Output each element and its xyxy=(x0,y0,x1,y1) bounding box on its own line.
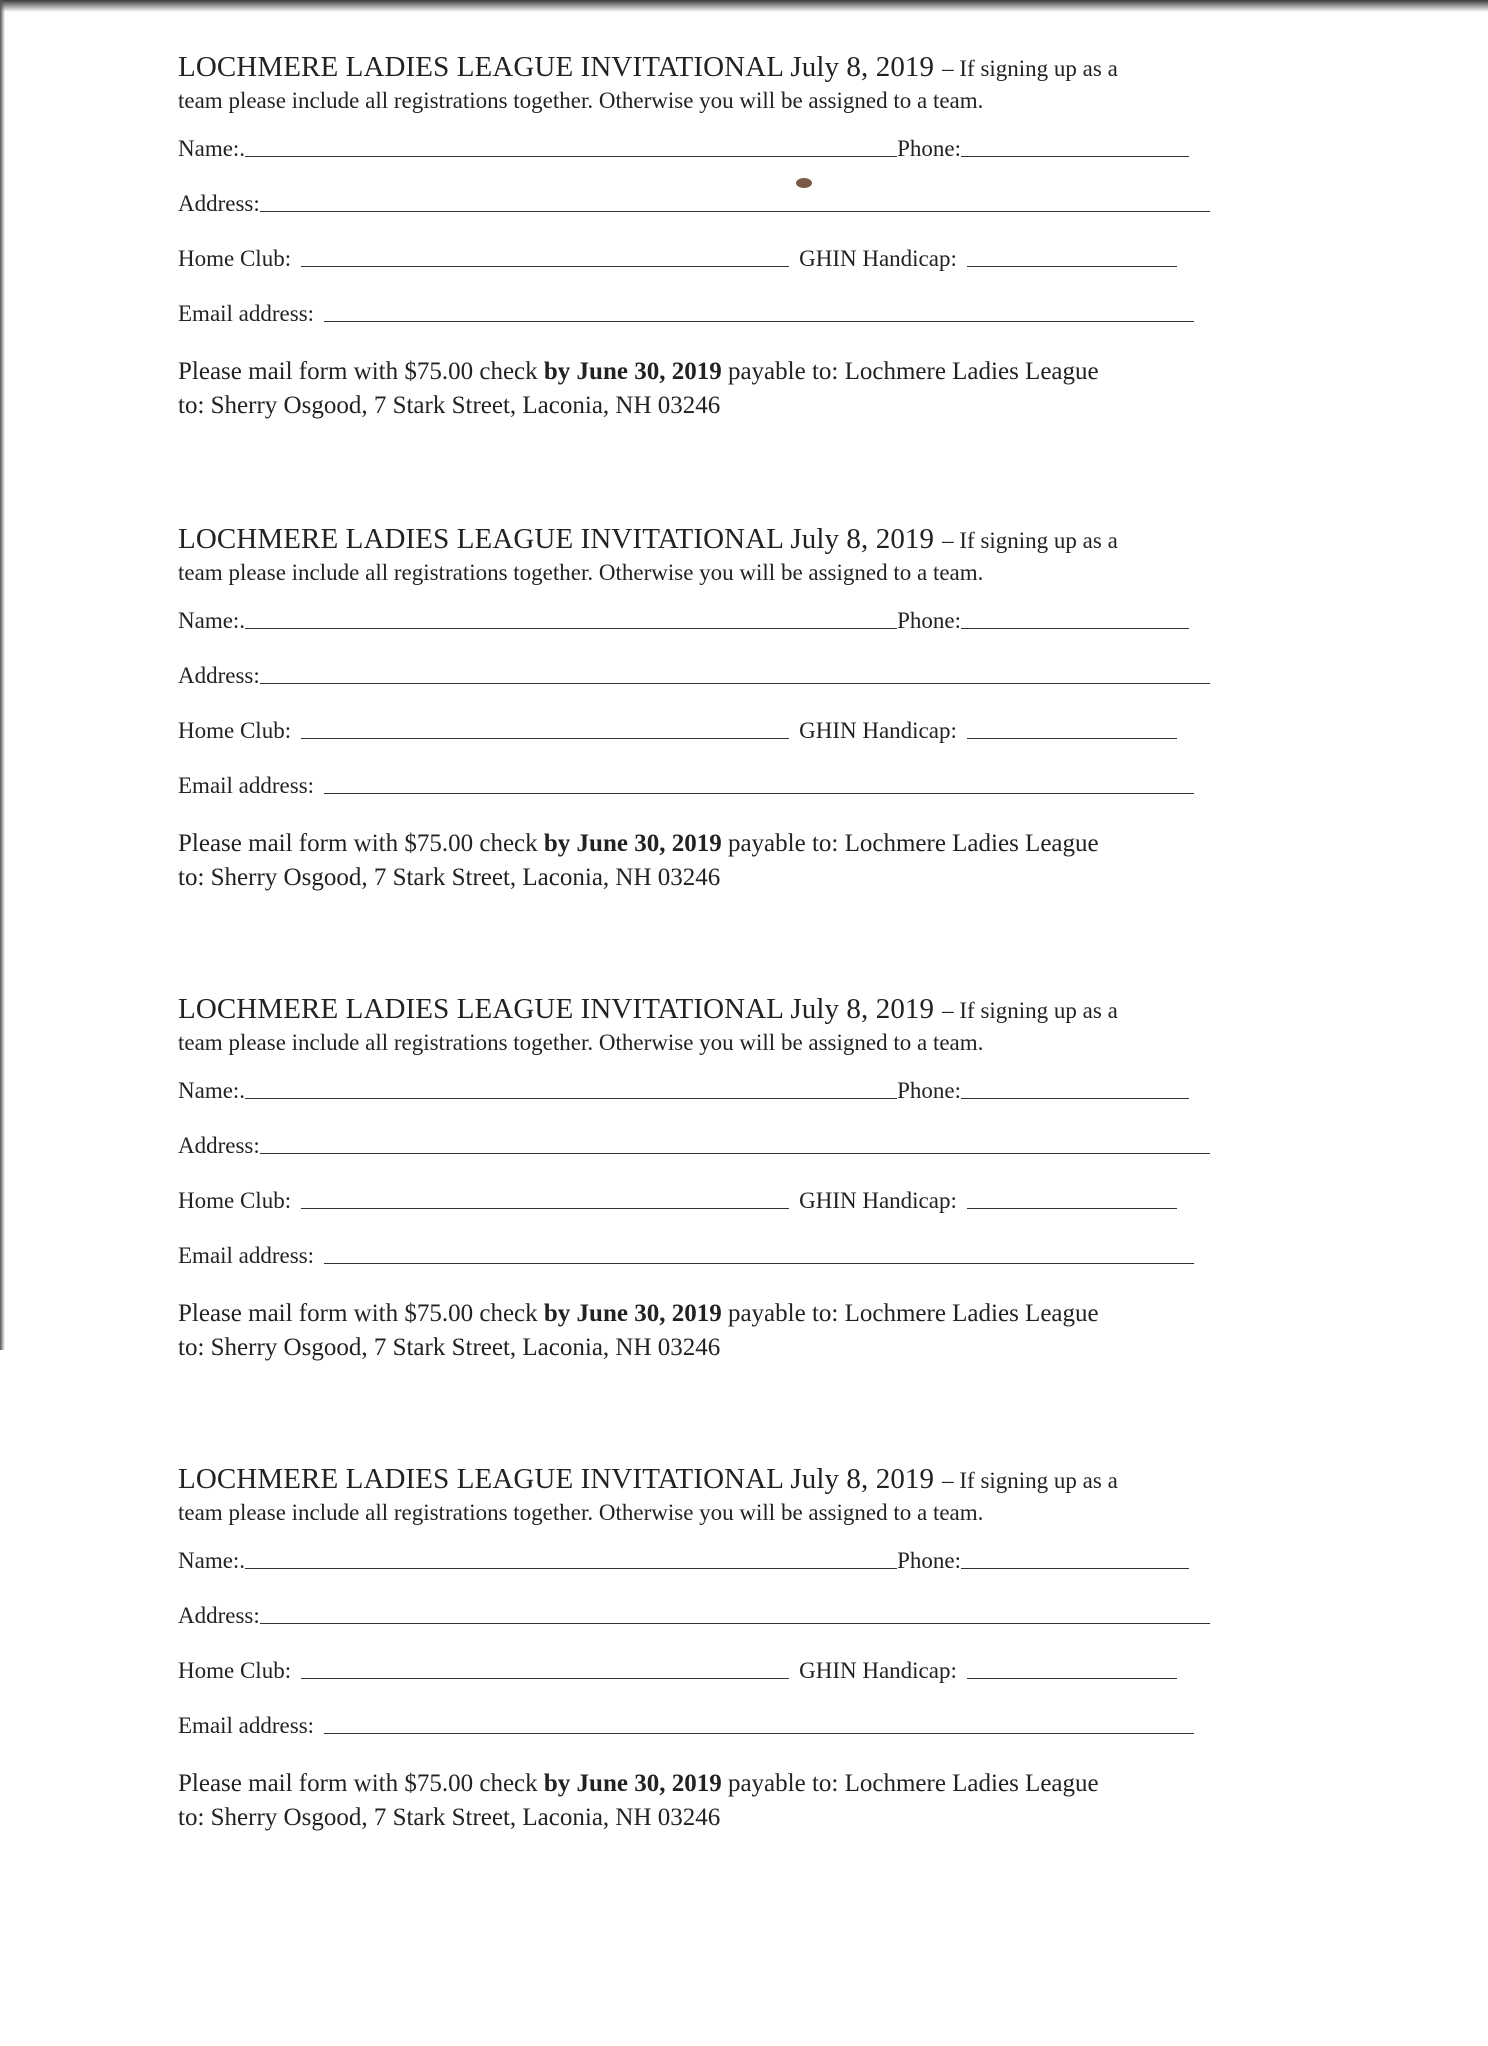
address-label: Address: xyxy=(178,191,260,216)
form-heading xyxy=(178,1462,1298,1501)
mail-prefix: Please mail form with $75.00 check xyxy=(178,830,538,857)
name-phone-row xyxy=(178,1542,1228,1574)
phone-label: Phone: xyxy=(897,136,961,161)
email-field[interactable] xyxy=(324,321,1194,322)
ghin-handicap-field[interactable] xyxy=(967,1678,1177,1679)
mail-deadline: by June 30, 2019 xyxy=(543,1300,722,1327)
address-label: Address: xyxy=(178,663,260,688)
mail-payable: payable to: Lochmere Ladies League xyxy=(727,830,1099,857)
mail-instructions xyxy=(178,1767,1298,1835)
address-row xyxy=(178,657,1228,689)
form-title: LOCHMERE LADIES LEAGUE INVITATIONAL July 8, 2019 xyxy=(178,51,935,83)
name-label: Name:. xyxy=(178,136,246,161)
name-field[interactable] xyxy=(245,1568,897,1569)
email-label: Email address: xyxy=(178,301,315,326)
registration-form-2 xyxy=(178,522,1298,895)
form-title: LOCHMERE LADIES LEAGUE INVITATIONAL July 8, 2019 xyxy=(178,1463,935,1495)
registration-form-1 xyxy=(178,50,1298,423)
email-row xyxy=(178,767,1228,799)
phone-label: Phone: xyxy=(897,1548,961,1573)
club-ghin-row xyxy=(178,712,1228,744)
name-field[interactable] xyxy=(245,156,897,157)
email-field[interactable] xyxy=(324,793,1194,794)
ghin-handicap-label: GHIN Handicap: xyxy=(799,1658,957,1683)
home-club-field[interactable] xyxy=(301,1208,789,1209)
ghin-handicap-label: GHIN Handicap: xyxy=(799,246,957,271)
address-label: Address: xyxy=(178,1603,260,1628)
form-heading xyxy=(178,522,1298,561)
ghin-handicap-label: GHIN Handicap: xyxy=(799,1188,957,1213)
phone-field[interactable] xyxy=(961,628,1189,629)
home-club-field[interactable] xyxy=(301,266,789,267)
mail-payable: payable to: Lochmere Ladies League xyxy=(727,1300,1099,1327)
email-label: Email address: xyxy=(178,1713,315,1738)
form-heading xyxy=(178,50,1298,89)
name-label: Name:. xyxy=(178,1078,246,1103)
form-title-note: – If signing up as a xyxy=(942,528,1118,553)
mail-deadline: by June 30, 2019 xyxy=(543,358,722,385)
ghin-handicap-field[interactable] xyxy=(967,266,1177,267)
home-club-field[interactable] xyxy=(301,1678,789,1679)
form-subtitle: team please include all registrations together. Otherwise you will be assigned to a team. xyxy=(178,560,984,585)
form-heading xyxy=(178,992,1298,1031)
registration-form-3 xyxy=(178,992,1298,1365)
address-row xyxy=(178,1597,1228,1629)
email-field[interactable] xyxy=(324,1733,1194,1734)
address-row xyxy=(178,185,1228,217)
form-title-note: – If signing up as a xyxy=(942,998,1118,1023)
home-club-field[interactable] xyxy=(301,738,789,739)
scan-edge-left xyxy=(0,0,5,1350)
form-title: LOCHMERE LADIES LEAGUE INVITATIONAL July 8, 2019 xyxy=(178,993,935,1025)
home-club-label: Home Club: xyxy=(178,1188,292,1213)
mail-address: to: Sherry Osgood, 7 Stark Street, Laconia, NH 03246 xyxy=(178,392,721,419)
club-ghin-row xyxy=(178,1652,1228,1684)
mail-instructions xyxy=(178,827,1298,895)
form-title-note: – If signing up as a xyxy=(942,56,1118,81)
email-label: Email address: xyxy=(178,773,315,798)
email-label: Email address: xyxy=(178,1243,315,1268)
mail-address: to: Sherry Osgood, 7 Stark Street, Laconia, NH 03246 xyxy=(178,864,721,891)
name-phone-row xyxy=(178,130,1228,162)
address-field[interactable] xyxy=(260,1153,1210,1154)
phone-label: Phone: xyxy=(897,608,961,633)
name-label: Name:. xyxy=(178,1548,246,1573)
phone-field[interactable] xyxy=(961,1568,1189,1569)
mail-payable: payable to: Lochmere Ladies League xyxy=(727,358,1099,385)
mail-prefix: Please mail form with $75.00 check xyxy=(178,358,538,385)
scan-edge-top xyxy=(0,0,1488,12)
address-field[interactable] xyxy=(260,1623,1210,1624)
mail-address: to: Sherry Osgood, 7 Stark Street, Laconia, NH 03246 xyxy=(178,1804,721,1831)
form-title: LOCHMERE LADIES LEAGUE INVITATIONAL July 8, 2019 xyxy=(178,523,935,555)
club-ghin-row xyxy=(178,240,1228,272)
form-title-note: – If signing up as a xyxy=(942,1468,1118,1493)
email-row xyxy=(178,1707,1228,1739)
mail-prefix: Please mail form with $75.00 check xyxy=(178,1770,538,1797)
ghin-handicap-label: GHIN Handicap: xyxy=(799,718,957,743)
phone-field[interactable] xyxy=(961,156,1189,157)
form-subtitle: team please include all registrations together. Otherwise you will be assigned to a team. xyxy=(178,1030,984,1055)
phone-field[interactable] xyxy=(961,1098,1189,1099)
form-subtitle: team please include all registrations together. Otherwise you will be assigned to a team. xyxy=(178,88,984,113)
email-row xyxy=(178,1237,1228,1269)
mail-instructions xyxy=(178,355,1298,423)
name-field[interactable] xyxy=(245,628,897,629)
mail-deadline: by June 30, 2019 xyxy=(543,830,722,857)
phone-label: Phone: xyxy=(897,1078,961,1103)
name-phone-row xyxy=(178,1072,1228,1104)
address-row xyxy=(178,1127,1228,1159)
home-club-label: Home Club: xyxy=(178,1658,292,1683)
address-field[interactable] xyxy=(260,211,1210,212)
mail-prefix: Please mail form with $75.00 check xyxy=(178,1300,538,1327)
name-phone-row xyxy=(178,602,1228,634)
home-club-label: Home Club: xyxy=(178,246,292,271)
form-subtitle: team please include all registrations together. Otherwise you will be assigned to a team. xyxy=(178,1500,984,1525)
mail-deadline: by June 30, 2019 xyxy=(543,1770,722,1797)
name-field[interactable] xyxy=(245,1098,897,1099)
mail-instructions xyxy=(178,1297,1298,1365)
name-label: Name:. xyxy=(178,608,246,633)
mail-address: to: Sherry Osgood, 7 Stark Street, Laconia, NH 03246 xyxy=(178,1334,721,1361)
ghin-handicap-field[interactable] xyxy=(967,1208,1177,1209)
club-ghin-row xyxy=(178,1182,1228,1214)
mail-payable: payable to: Lochmere Ladies League xyxy=(727,1770,1099,1797)
address-label: Address: xyxy=(178,1133,260,1158)
email-row xyxy=(178,295,1228,327)
ghin-handicap-field[interactable] xyxy=(967,738,1177,739)
email-field[interactable] xyxy=(324,1263,1194,1264)
address-field[interactable] xyxy=(260,683,1210,684)
registration-form-4 xyxy=(178,1462,1298,1835)
home-club-label: Home Club: xyxy=(178,718,292,743)
